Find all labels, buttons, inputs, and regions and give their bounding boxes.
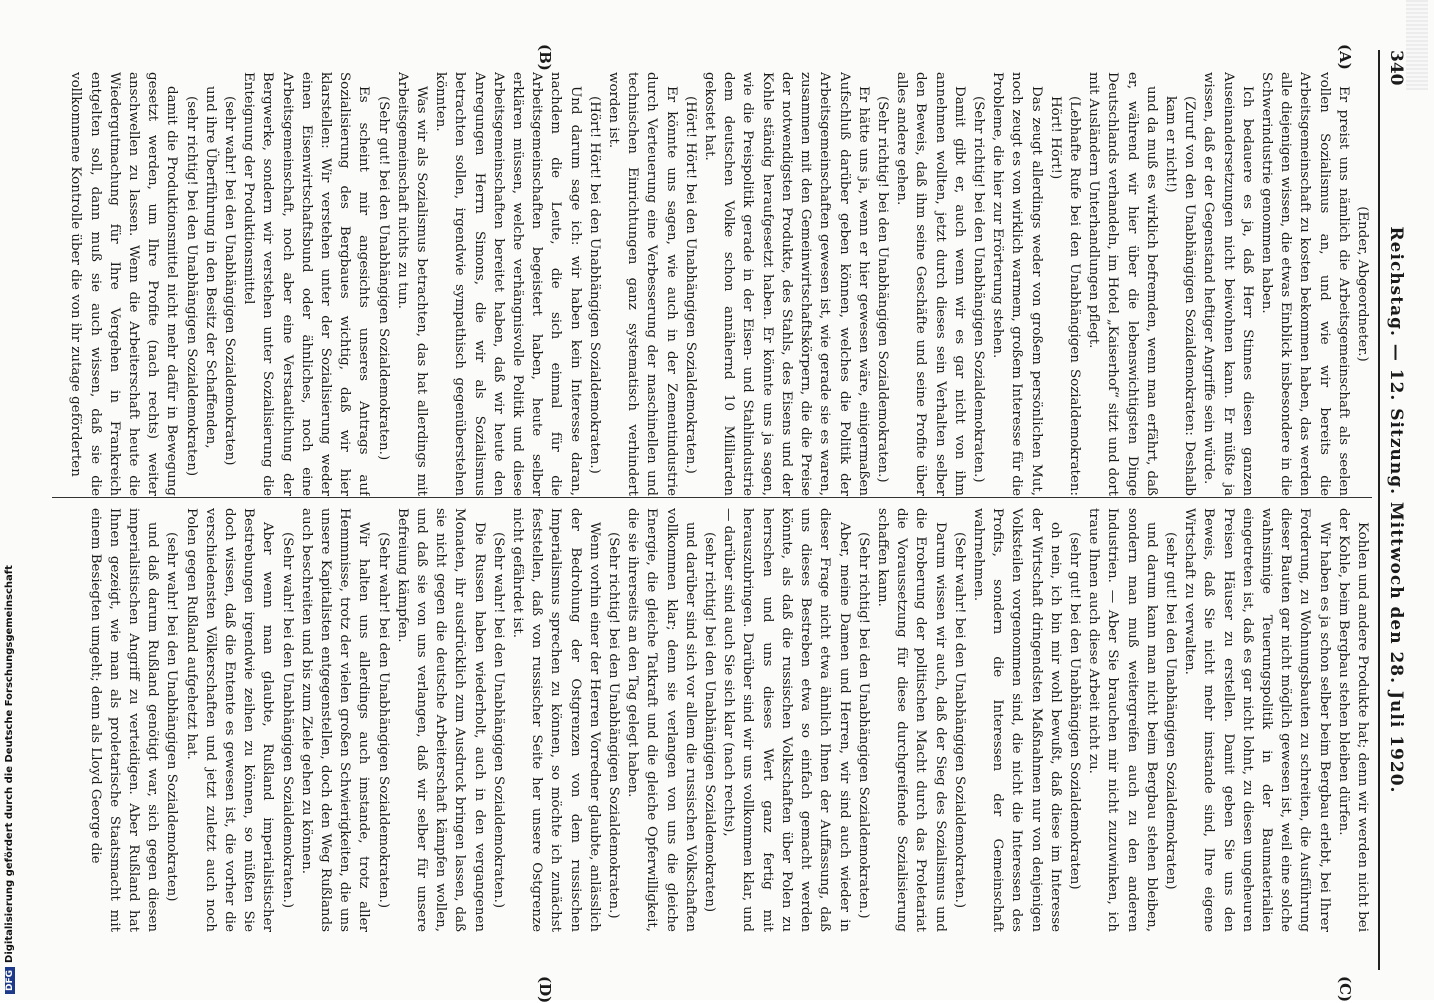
body-paragraph: Er hätte uns ja, wenn er hier gewesen wäre, einigermaßen Aufschluß darüber geben können, welches die Politik der Arbeitsgemeinschaften gewesen ist, wie gerade sie es waren, zusammen mit den Gemeinwirtschaftskörpern, die die Preise der notwendigsten Produkte, des Stahls, des Eisens und der Kohle ständig heraufgesetzt haben. Er könnte uns ja sagen, wie die Preispolitik gerade in der Eisen- und Stahlindustrie dem deutschen Volke schon annähernd 10 Milliarden gekostet hat. [702, 72, 871, 496]
body-paragraph: und da muß es wirklich befremden, wenn man erfährt, daß er, während wir hier über die lebenswichtigsten Dinge Deutschlands verhandeln, im Hotel „Kaiserhof“ sitzt und dort mit Ausländern Unterhandlungen pflegt. [1086, 72, 1159, 496]
body-paragraph: Er preist uns nämlich die Arbeitsgemeinschaft als seelen vollen Sozialismus an, und wie wir bereits die Arbeitsgemeinschaft zu kosten bekommen haben, das werden alle diejenigen wissen, die etwas Einblick insbesondere in die Schwerindustrie genommen haben. [1258, 72, 1351, 496]
body-paragraph: oh nein, ich bin mir wohl bewußt, daß diese im Interesse der Wirtschaft dringendsten Maßnahmen nur von denjenigen Volksteilen vorgenommen sind, die nicht die Interessen des Profits, sondern die Interessen der Gemeinschaft wahrnehmen. [970, 508, 1063, 932]
page-number: 340 [1386, 50, 1406, 86]
interjection-note: (sehr wahr! bei den Unabhängigen Sozialdemokraten) [164, 532, 180, 902]
body-paragraph: Darum wissen wir auch, daß der Sieg des Sozialismus und die Eroberung der politischen Macht durch das Proletariat die Voraussetzung für diese durchgreifende Sozialisierung schaffen kann. [874, 508, 948, 932]
footer-credit [4, 14, 18, 994]
margin-marker-d: (D) [536, 976, 554, 1003]
body-paragraph: Die Russen haben wiederholt, auch in den vergangenen Monaten, ihr ausdrücklich zum Ausdruck bringen lassen, daß sie nicht gegen die deutsche Arbeiterschaft kämpfen wollen, und daß sie von uns verlangen, daß wir selber für unsere Befreiung kämpfen. [394, 508, 487, 932]
interjection-note: (sehr gut! bei den Unabhängigen Sozialdemokraten) [1066, 532, 1082, 890]
body-paragraph: Kohlen und andere Produkte hat; denn wir werden nicht bei der Kohle, beim Bergbau stehen bleiben dürfen. [1335, 508, 1370, 932]
interjection-note: (Sehr richtig! bei den Unabhängigen Sozialdemokraten.) [855, 532, 871, 919]
page-title: Reichstag. — 12. Sitzung. Mittwoch den 28. Juli 1920. [1386, 226, 1406, 794]
interjection-note: (sehr wahr! bei den Unabhängigen Sozialdemokraten) [222, 96, 238, 466]
text-column-left [52, 72, 1372, 496]
interjection-note: (sehr richtig! bei den Unabhängigen Sozialdemokraten) [702, 532, 718, 913]
body-paragraph: und darum kann man nicht beim Bergbau stehen bleiben, sondern man muß weitergreifen auch zu den anderen Industrien. — Aber Sie brauchen mir nicht zuzuwinken, ich traue Ihnen auch diese Arbeit nicht zu. [1086, 508, 1159, 932]
body-paragraph: und daß darum Rußland genötigt war, sich gegen diesen imperialistischen Angriff zu verteidigen. Aber Rußland hat Ihnen gezeigt, wie man als proletarische Staatsmacht mit einem Besiegten umgeht; denn als Lloyd George die [87, 508, 161, 932]
interjection-note: (Sehr wahr! bei den Unabhängigen Sozialdemokraten.) [375, 532, 391, 909]
body-paragraph: Und darum sage ich: wir haben kein Interesse daran, nachdem die Leute, die sich einmal für die Arbeitsgemeinschaften begeistert haben, heute selber erklären müssen, welche verhängnisvolle Politik und diese Arbeitsgemeinschaften bereitet haben, daß wir heute den Anregungen Herrn Simons, die wir als Sozialismus betrachten sollen, irgendwie sympathisch gegenüberstehen könnten. [433, 72, 583, 496]
interjection-note: (Zuruf von den Unabhängigen Sozialdemokraten: Deshalb kam er nicht!) [1162, 96, 1198, 496]
body-paragraph: Damit gibt er, auch wenn wir es gar nicht von ihm annehmen wollten, jetzt durch dieses sein Verhalten selber den Beweis, daß ihm seine Geschäfte und seine Profite über alles andere gehen. [894, 72, 967, 496]
margin-marker-c: (C) [1336, 976, 1354, 1003]
interjection-note: (Sehr richtig! bei den Unabhängigen Sozialdemokraten.) [606, 532, 622, 919]
margin-marker-a: (A) [1336, 44, 1354, 70]
body-paragraph: Wenn vorhin einer der Herren Vorredner glaubte, anlässlich der Bedrohung der Ostgrenzen von dem russischen Imperialismus sprechen zu können, so möchte ich zunächst feststellen, daß von russischer Seite her unsere Ostgrenze nicht gefährdet ist. [510, 508, 602, 932]
footer-credit-text: Digitalisierung gefördert durch die Deutsche Forschungsgemeinschaft [4, 565, 15, 963]
interjection-note: (Sehr richtig! bei den Unabhängigen Sozialdemokraten.) [970, 96, 986, 483]
body-paragraph: Er könnte uns sagen, wie auch in der Zementindustrie durch Verteuerung eine Verbesserung der maschinellen und technischen Einrichtungen ganz systematisch verhindert worden ist. [606, 72, 679, 496]
body-paragraph: Das zeugt allerdings weder von großem persönlichen Mut, noch zeugt es von wirklich warmem, großem Interesse für die Probleme, die hier zur Erörterung stehen. [990, 72, 1044, 496]
interjection-note: (Sehr wahr! bei den Unabhängigen Sozialdemokraten.) [490, 532, 506, 909]
dfg-logo: DFG [5, 967, 15, 994]
interjection-note: (Sehr gut! bei den Unabhängigen Sozialdemokraten.) [375, 96, 391, 461]
interjection-note: (Sehr wahr! bei den Unabhängigen Sozialdemokraten.) [951, 532, 967, 909]
interjection-note: (Ender, Abgeordneter.) [1355, 206, 1370, 362]
column-divider [52, 497, 1372, 498]
body-paragraph: Wir haben es ja schon selber beim Bergbau erlebt, bei Ihrer Forderung, zu Wohnungsbauten zu schreiten, die Ausführung dieser Bauten gar nicht möglich gewesen ist, weil eine solche wahnsinnige Teuerungspolitik in der Baumaterialien eingetreten ist, daß es gar nicht lohnt, zu diesen ungeheuren Preisen Häuser zu erstellen. Damit geben Sie uns den Beweis, daß Sie nicht mehr imstande sind, Ihre eigene Wirtschaft zu verwalten. [1182, 508, 1332, 932]
body-paragraph: Es scheint mir angesichts unseres Antrags auf Sozialisierung des Bergbaues wichtig, daß wir hier klarstellen: Wir verstehen unter der Sozialisierung weder einen Eisenwirtschaftsbund oder ähnliches, noch eine Arbeitsgemeinschaft, noch aber eine Verstaatlichung der Bergwerke, sondern wir verstehen unter Sozialisierung die Enteignung der Produktionsmittel [241, 72, 372, 496]
margin-marker-b: (B) [536, 44, 554, 71]
body-paragraph: Was wir als Sozialismus betrachten, das hat allerdings mit Arbeitsgemeinschaft nichts zu tun. [394, 72, 430, 496]
interjection-note: (sehr richtig! bei den Unabhängigen Sozialdemokraten) [183, 96, 199, 477]
interjection-note: (Sehr richtig! bei den Unabhängigen Sozialdemokraten.) [874, 96, 890, 483]
text-column-right [52, 508, 1372, 932]
interjection-note: (Lebhafte Rufe bei den Unabhängigen Sozialdemokraten: Hört! Hört!) [1047, 96, 1082, 496]
interjection-note: (Sehr wahr! bei den Unabhängigen Sozialdemokraten.) [279, 532, 295, 909]
body-paragraph: damit die Produktionsmittel nicht mehr dafür in Bewegung gesetzt werden, um Ihre Profite (nach rechts) weiter anschwellen zu lassen. Wenn die Arbeiterschaft heute die Wiedergutmachung für Ihre Vergehen in Frankreich entgelten soll, dann muß sie auch wissen, daß sie die vollkommene Kontrolle über die von ihr zutage geförderten [68, 72, 180, 496]
body-paragraph: und darüber sind sich vor allem die russischen Volkschaften vollkommen klar; denn sie verlangen von uns die gleiche Energie, die gleiche Tatkraft und die gleiche Opferwilligkeit, die sie ihrerseits an den Tag gelegt haben. [625, 508, 698, 932]
interjection-note: (Hört! Hört! bei den Unabhängigen Sozialdemokraten.) [586, 96, 602, 474]
body-paragraph: Ich bedauere es ja, daß Herr Stinnes diesen ganzen Auseinandersetzungen nicht beiwohnen kann. Er müßte ja wissen, daß er der Gegenstand heftiger Angriffe sein würde. [1201, 72, 1255, 496]
body-paragraph: und ihre Überführung in den Besitz der Schaffenden, [202, 86, 218, 449]
interjection-note: (sehr gut! bei den Unabhängigen Sozialdemokraten) [1162, 532, 1178, 890]
body-paragraph: Aber, meine Damen und Herren, wir sind auch wieder in dieser Frage nicht etwa ähnlich Ihnen der Auffassung, daß uns dieses Bestreben etwa so einfach gemacht werden könnte, als daß die russischen Volkschaften über Polen zu herrschen und uns dieses Wert ganz fertig mit herauszubringen. Darüber sind wir uns vollkommen klar, und — darüber sind auch Sie sich klar (nach rechts), [721, 508, 852, 932]
interjection-note: (Hört! Hört! bei den Unabhängigen Sozialdemokraten.) [682, 96, 698, 474]
body-paragraph: Aber wenn man glaubte, Rußland imperialistischer Bestrebungen irgendwie zeihen zu können, so müßten Sie doch wissen, daß die Entente es gewesen ist, die vorher die verschiedensten Völkerschaften und jetzt zuletzt auch noch Polen gegen Rußland aufgehetzt hat. [183, 508, 276, 932]
body-paragraph: Wir halten uns allerdings auch imstande, trotz aller Hemmnisse, trotz der vielen großen Schwierigkeiten, die uns unsere Kapitalisten entgegenstellen, doch den Weg Rußlands auch beschreiten und bis zum Ziele gehen zu können. [298, 508, 372, 932]
page-header [1378, 50, 1406, 970]
